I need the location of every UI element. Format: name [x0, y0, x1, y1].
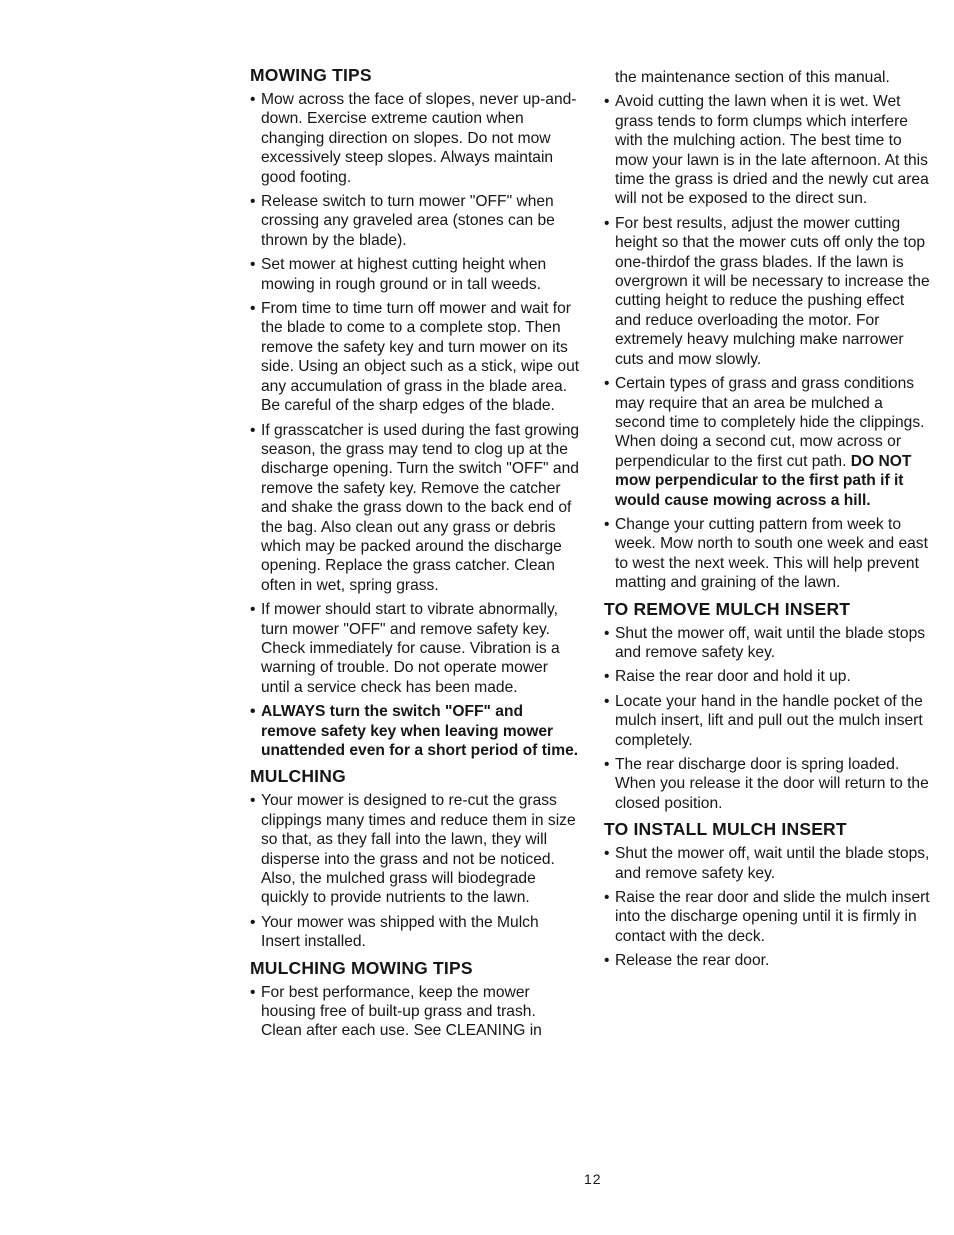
list-item: • Release switch to turn mower "OFF" when crossing any graveled area (stones can be thrown by the blade). [250, 192, 580, 250]
mulching-tips-continued-list [604, 92, 934, 592]
list-item: • Raise the rear door and slide the mulch insert into the discharge opening until it is firmly in contact with the deck. [604, 888, 934, 946]
mowing-tips-section [250, 64, 580, 760]
list-item: • If grasscatcher is used during the fast growing season, the grass may tend to clog up at the discharge opening. Turn the switch "OFF" and remove the safety key. Remove the catcher and shake the grass down to the back end of the bag. Also clean out any grass or debris which may be packed around the discharge opening. Replace the grass catcher. Clean often in wet, spring grass. [250, 421, 580, 596]
remove-insert-list [604, 624, 934, 814]
page-number: 12 [584, 1171, 602, 1187]
list-item: • Locate your hand in the handle pocket of the mulch insert, lift and pull out the mulch insert completely. [604, 692, 934, 750]
mulching-mowing-tips-heading: MULCHING MOWING TIPS [250, 957, 473, 978]
list-item: • For best results, adjust the mower cutting height so that the mower cuts off only the top one-thirdof the grass blades. If the lawn is overgrown it will be necessary to increase the cutting height to reduce the pushing effect and reduce overloading the motor. For extremely heavy mulching make narrower cuts and mow slowly. [604, 214, 934, 369]
list-item: • Your mower is designed to re-cut the grass clippings many times and reduce them in size so that, as they fall into the lawn, they will disperse into the grass and not be noticed. Also, the mulched grass will biodegrade quickly to provide nutrients to the lawn. [250, 791, 580, 907]
list-item: • The rear discharge door is spring loaded. When you release it the door will return to the closed position. [604, 755, 934, 813]
list-item: • Avoid cutting the lawn when it is wet. Wet grass tends to form clumps which interfere with the mulching action. The best time to mow your lawn is in the late afternoon. At this time the grass is dried and the newly cut area will not be exposed to the direct sun. [604, 92, 934, 208]
mulching-mowing-tips-list [250, 983, 580, 1041]
list-item: • Shut the mower off, wait until the blade stops and remove safety key. [604, 624, 934, 663]
right-column [604, 64, 934, 976]
install-insert-heading: TO INSTALL MULCH INSERT [604, 819, 847, 840]
mowing-tips-list [250, 90, 580, 760]
list-item: • Your mower was shipped with the Mulch Insert installed. [250, 913, 580, 952]
remove-insert-heading: TO REMOVE MULCH INSERT [604, 598, 851, 619]
perpendicular-warning: DO NOT mow perpendicular to the first path if it would cause mowing across a hill. [615, 452, 912, 509]
left-column [250, 64, 580, 1046]
list-item: • Release the rear door. [604, 951, 934, 970]
mowing-tips-heading: MOWING TIPS [250, 65, 372, 85]
mulching-list [250, 791, 580, 951]
list-item: • Change your cutting pattern from week to week. Mow north to south one week and east to west the next week. This will help prevent matting and graining of the lawn. [604, 515, 934, 593]
list-item: • Raise the rear door and hold it up. [604, 667, 934, 686]
install-insert-section [604, 818, 934, 970]
list-item: • From time to time turn off mower and wait for the blade to come to a complete stop. Then remove the safety key and turn mower on its side. Using an object such as a stick, wipe out any accumulation of grass in the blade area. Be careful of the sharp edges of the blade. [250, 299, 580, 415]
mulching-section [250, 765, 580, 951]
list-item [604, 374, 934, 510]
list-item-text: Certain types of grass and grass conditions may require that an area be mulched a second time to completely hide the clippings. When doing a second cut, mow across or perpendicular to the first cut path. [615, 375, 925, 470]
mulching-mowing-tips-section [250, 957, 580, 1041]
continuation-text: the maintenance section of this manual. [615, 69, 890, 86]
list-item: • Set mower at highest cutting height when mowing in rough ground or in tall weeds. [250, 255, 580, 294]
remove-insert-section [604, 598, 934, 814]
list-item: • Shut the mower off, wait until the blade stops, and remove safety key. [604, 844, 934, 883]
safety-warning-item: • ALWAYS turn the switch "OFF" and remove safety key when leaving mower unattended even for a short period of time. [250, 702, 580, 760]
mulching-heading: MULCHING [250, 766, 346, 787]
list-item: • Mow across the face of slopes, never up-and-down. Exercise extreme caution when changing direction on slopes. Do not mow excessively steep slopes. Always maintain good footing. [250, 90, 580, 187]
list-item: • For best performance, keep the mower housing free of built-up grass and trash. Clean after each use. See CLEANING in [250, 983, 580, 1041]
list-item: • If mower should start to vibrate abnormally, turn mower "OFF" and remove safety key. Check immediately for cause. Vibration is a warning of trouble. Do not operate mower until a service check has been made. [250, 600, 580, 697]
install-insert-list [604, 844, 934, 970]
